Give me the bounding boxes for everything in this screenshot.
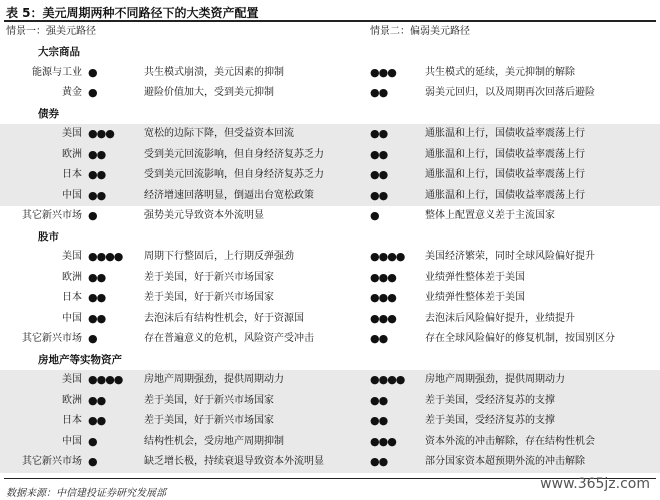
rating-left: ● bbox=[88, 434, 97, 448]
table-row bbox=[0, 145, 660, 166]
table-row bbox=[0, 124, 660, 145]
rating-left: ●● bbox=[88, 393, 106, 407]
table-row bbox=[0, 432, 660, 453]
comment-right: 美国经济繁荣，同时全球风险偏好提升 bbox=[425, 251, 595, 262]
comment-left: 差于美国，好于新兴市场国家 bbox=[144, 415, 274, 426]
comment-left: 去泡沫后有结构性机会，好于资源国 bbox=[144, 312, 304, 324]
rating-right: ●● bbox=[370, 455, 388, 468]
rating-left: ● bbox=[88, 86, 97, 99]
comment-left: 强势美元导致资本外流明显 bbox=[144, 210, 264, 221]
section-row bbox=[0, 227, 660, 248]
table-row bbox=[0, 452, 660, 473]
table-row bbox=[0, 288, 660, 309]
section-label: 股市 bbox=[38, 230, 59, 243]
table-row bbox=[0, 411, 660, 432]
rating-right: ●●●● bbox=[370, 373, 405, 386]
comment-right: 共生模式的延续，美元抑制的解除 bbox=[425, 66, 575, 78]
table-row bbox=[0, 391, 660, 412]
row-label: 欧洲 bbox=[62, 394, 82, 406]
table-row bbox=[0, 186, 660, 207]
table-row bbox=[0, 247, 660, 268]
row-label: 黄金 bbox=[62, 87, 82, 98]
comment-right: 差于美国，受经济复苏的支撑 bbox=[425, 415, 555, 426]
comment-right: 存在全球风险偏好的修复机制，按国别区分 bbox=[425, 333, 615, 344]
table-row bbox=[0, 329, 660, 350]
rating-left: ● bbox=[88, 332, 97, 345]
rating-right: ●● bbox=[370, 414, 388, 427]
watermark: www.365jz.com bbox=[540, 476, 650, 492]
section-label: 大宗商品 bbox=[38, 46, 80, 58]
row-label: 其它新兴市场 bbox=[22, 456, 82, 467]
table-title: 表 5：美元周期两种不同路径下的大类资产配置 bbox=[6, 6, 259, 20]
table-row bbox=[0, 268, 660, 289]
table-row bbox=[0, 309, 660, 330]
comment-left: 结构性机会，受房地产周期抑制 bbox=[144, 435, 284, 447]
rating-left: ●● bbox=[88, 311, 106, 325]
rating-right: ●● bbox=[370, 86, 388, 99]
rating-left: ●● bbox=[88, 147, 106, 161]
comment-left: 受到美元回流影响，但自身经济复苏乏力 bbox=[144, 148, 324, 160]
row-label: 欧洲 bbox=[62, 148, 82, 160]
header-row bbox=[0, 22, 660, 43]
comment-right: 通胀温和上行，国债收益率震荡上行 bbox=[425, 128, 585, 139]
row-label: 美国 bbox=[62, 128, 82, 139]
comment-left: 差于美国，好于新兴市场国家 bbox=[144, 394, 274, 406]
row-label: 日本 bbox=[62, 169, 82, 180]
comment-left: 房地产周期强劲，提供周期动力 bbox=[144, 374, 284, 385]
section-label: 房地产等实物资产 bbox=[38, 353, 122, 366]
row-label: 美国 bbox=[62, 374, 82, 385]
comment-left: 受到美元回流影响，但自身经济复苏乏力 bbox=[144, 169, 324, 180]
comment-right: 业绩弹性整体差于美国 bbox=[425, 271, 525, 283]
row-label: 中国 bbox=[62, 189, 82, 201]
section-row bbox=[0, 104, 660, 125]
comment-right: 通胀温和上行，国债收益率震荡上行 bbox=[425, 189, 585, 201]
section-label: 债券 bbox=[38, 107, 59, 120]
rating-left: ● bbox=[88, 65, 97, 79]
rating-right: ●● bbox=[370, 168, 388, 181]
rating-left: ●●●● bbox=[88, 250, 123, 263]
section-row bbox=[0, 42, 660, 63]
comment-right: 业绩弹性整体差于美国 bbox=[425, 292, 525, 303]
comment-right: 部分国家资本超预期外流的冲击解除 bbox=[425, 456, 585, 467]
comment-left: 差于美国，好于新兴市场国家 bbox=[144, 271, 274, 283]
rating-right: ●● bbox=[370, 332, 388, 345]
table-row bbox=[0, 83, 660, 104]
comment-right: 资本外流的冲击解除，存在结构性机会 bbox=[425, 435, 595, 447]
row-label: 中国 bbox=[62, 312, 82, 324]
header-left: 情景一：强美元路径 bbox=[6, 26, 96, 37]
rating-right: ●● bbox=[370, 127, 388, 140]
comment-left: 避险价值加大，受到美元抑制 bbox=[144, 87, 274, 98]
row-label: 日本 bbox=[62, 415, 82, 426]
comment-left: 差于美国，好于新兴市场国家 bbox=[144, 292, 274, 303]
rating-left: ●● bbox=[88, 188, 106, 202]
rating-left: ●●● bbox=[88, 127, 114, 140]
table-row bbox=[0, 165, 660, 186]
comment-right: 通胀温和上行，国债收益率震荡上行 bbox=[425, 169, 585, 180]
row-label: 其它新兴市场 bbox=[22, 333, 82, 344]
rating-left: ●● bbox=[88, 270, 106, 284]
rating-left: ●● bbox=[88, 168, 106, 181]
section-row bbox=[0, 350, 660, 371]
table-row bbox=[0, 63, 660, 84]
comment-right: 去泡沫后风险偏好提升，业绩提升 bbox=[425, 312, 575, 324]
rating-right: ●●●● bbox=[370, 250, 405, 263]
table-row bbox=[0, 370, 660, 391]
comment-left: 经济增速回落明显，倒逼出台宽松政策 bbox=[144, 189, 314, 201]
rating-right: ●●● bbox=[370, 434, 396, 448]
rating-right: ●● bbox=[370, 147, 388, 161]
rating-left: ● bbox=[88, 209, 97, 222]
rating-right: ● bbox=[370, 209, 379, 222]
rating-right: ●● bbox=[370, 393, 388, 407]
comment-right: 整体上配置意义差于主流国家 bbox=[425, 210, 555, 221]
table-row bbox=[0, 206, 660, 227]
comment-right: 差于美国，受经济复苏的支撑 bbox=[425, 394, 555, 406]
rating-left: ●● bbox=[88, 291, 106, 304]
row-label: 其它新兴市场 bbox=[22, 210, 82, 221]
row-label: 日本 bbox=[62, 292, 82, 303]
comment-right: 通胀温和上行，国债收益率震荡上行 bbox=[425, 148, 585, 160]
rating-right: ●●● bbox=[370, 291, 396, 304]
comment-left: 宽松的边际下降，但受益资本回流 bbox=[144, 128, 294, 139]
rating-right: ●●● bbox=[370, 270, 396, 284]
comment-left: 缺乏增长极，持续衰退导致资本外流明显 bbox=[144, 456, 324, 467]
comment-left: 存在普遍意义的危机，风险资产受冲击 bbox=[144, 333, 314, 344]
source-note: 数据来源：中信建投证券研究发展部 bbox=[6, 488, 166, 499]
row-label: 中国 bbox=[62, 435, 82, 447]
row-label: 美国 bbox=[62, 251, 82, 262]
header-right: 情景二：偏弱美元路径 bbox=[370, 26, 470, 37]
comment-right: 房地产周期强劲，提供周期动力 bbox=[425, 374, 565, 385]
row-label: 欧洲 bbox=[62, 271, 82, 283]
rating-left: ● bbox=[88, 455, 97, 468]
comment-right: 弱美元回归，以及周期再次回落后避险 bbox=[425, 87, 595, 98]
rating-left: ●●●● bbox=[88, 373, 123, 386]
rating-left: ●● bbox=[88, 414, 106, 427]
row-label: 能源与工业 bbox=[32, 66, 82, 78]
comment-left: 共生模式崩溃，美元因素的抑制 bbox=[144, 66, 284, 78]
rating-right: ●●● bbox=[370, 311, 396, 325]
comment-left: 周期下行整固后，上行期反弹强劲 bbox=[144, 251, 294, 262]
rating-right: ●●● bbox=[370, 65, 396, 79]
rating-right: ●● bbox=[370, 188, 388, 202]
